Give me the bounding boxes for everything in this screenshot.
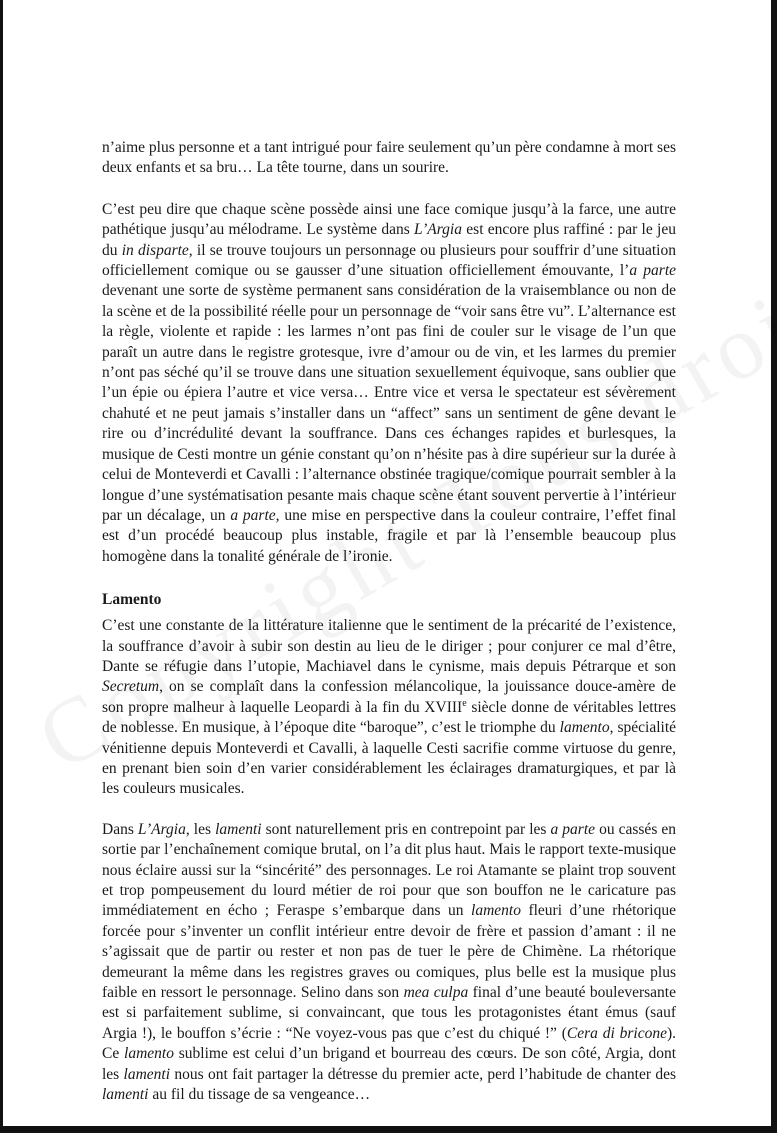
italic-run: mea culpa bbox=[403, 984, 469, 1002]
text-run: il se trouve toujours un personnage ou plusieurs pour souffrir d’une situation officiellement comique ou se gausser d’une situation officiellement émouvante, l’ bbox=[102, 241, 676, 280]
paragraph-intro: n’aime plus personne et a tant intrigué pour faire seulement qu’un père condamne à mort ses deux enfants et sa bru… La tête tourne, dans un sourire. bbox=[102, 139, 676, 177]
scan-edge-right bbox=[771, 0, 777, 1133]
text-run: , spécialité vénitienne depuis Monteverdi et Cavalli, à laquelle Cesti sacrifie comme virtuose du genre, en prenant bien soin d’en varier considérablement les éclairages dramaturgiques, et par là les couleurs musicales. bbox=[102, 719, 677, 798]
superscript: e bbox=[462, 697, 467, 709]
scan-edge-left bbox=[0, 0, 3, 1133]
italic-run: L’Argia bbox=[414, 221, 462, 239]
italic-run: a parte bbox=[629, 262, 677, 280]
paragraph-comic-pathetic bbox=[102, 200, 676, 567]
text-run: , les bbox=[185, 820, 216, 838]
italic-run: lamenti bbox=[102, 1086, 149, 1104]
italic-run: lamento bbox=[124, 1045, 174, 1063]
text-run: une mise en perspective dans la couleur contraire, l’effet final est d’un procédé beaucoup plus instable, fragile et par là l’ensemble beaucoup plus homogène dans la tonalité générale de l’ironie. bbox=[102, 506, 676, 565]
paragraph-lamento-tradition bbox=[102, 616, 676, 800]
text-run: siècle donne de véritables lettres de noblesse. En musique, à l’époque dite “baroque”, c’est le triomphe du bbox=[102, 698, 676, 737]
text-run: , on se complaît dans la confession mélancolique, la jouissance douce-amère de son propre malheur à laquelle Leopardi à la fin du XVIII bbox=[102, 678, 676, 716]
text-run: ). Ce bbox=[102, 1024, 676, 1063]
italic-run: lamento bbox=[559, 719, 610, 737]
page-body bbox=[102, 138, 676, 1105]
text-run: sublime est celui d’un brigand et bourreau des cœurs. De son côté, Argia, dont les bbox=[102, 1045, 676, 1083]
text-run: est encore plus raffiné : par le jeu du bbox=[102, 221, 676, 259]
text-run: nous ont fait partager la détresse du premier acte, perd l’habitude de chanter des bbox=[170, 1065, 676, 1083]
text-run: devenant une sorte de système permanent sans considération de la vraisemblance ou non de la scène et de la possibilité réelle pour un personnage de “voir sans être vu”. L’alternance est la règle, violente et rapide : les larmes n’ont pas fini de couler sur le visage de l’un que paraît un autre dans le registre grotesque, ivre d’amour ou de vin, et les larmes du premier n’ont pas séché qu’il se trouve dans une situation sexuellement équivoque, sans oublier que l’un épie ou épiera l’autre et vice versa… Entre vice et versa le spectateur est sévèrement chahuté et ne peut jamais s’installer dans un “affect” sans un sentiment de gêne devant le rire ou d’incrédulité devant la souffrance. Dans ces échanges rapides et burlesques, la musique de Cesti montre un génie constant qu’on n’hésite pas à dire supérieur sur la durée à celui de Monteverdi et Cavalli : l’alternance obstinée tragique/comique pourrait sembler à la longue d’une systématisation pesante mais chaque scène étant souvent pervertie à l’intérieur par un décalage, un bbox=[102, 282, 676, 524]
section-heading-lamento: Lamento bbox=[102, 591, 162, 609]
italic-run: L’Argia bbox=[137, 820, 186, 838]
italic-run: Secretum bbox=[102, 678, 160, 696]
scan-edge-bottom bbox=[0, 1126, 777, 1133]
italic-run: a parte bbox=[550, 820, 596, 838]
italic-run: Cera di bricone bbox=[566, 1024, 667, 1042]
text-run: Dans bbox=[102, 820, 138, 838]
italic-run: lamento bbox=[471, 902, 521, 920]
text-run: sont naturellement pris en contrepoint par les bbox=[261, 820, 551, 838]
text-run: C’est peu dire que chaque scène possède ainsi une face comique jusqu’à la farce, une autre pathétique jusqu’au mélodrame. Le système dans bbox=[102, 200, 676, 239]
paragraph-argia-lamenti bbox=[102, 820, 676, 1106]
italic-run: lamenti bbox=[215, 820, 262, 838]
italic-run: a parte, bbox=[230, 506, 280, 524]
text-run: au fil du tissage de sa vengeance… bbox=[148, 1086, 371, 1104]
text-run: fleuri d’une rhétorique forcée pour s’inventer un conflit intérieur entre devoir de frère et passion d’amant : il ne s’agissait que de partir ou rester et non pas de tuer le père de Chimène. La rhétorique demeurant la même dans les registres graves ou comiques, plus belle est la musique plus faible en ressort le personnage. Selino dans son bbox=[102, 902, 676, 1002]
text-run: C’est une constante de la littérature italienne que le sentiment de la précarité de l’existence, la souffrance d’avoir à subir son destin au lieu de le diriger ; pour conjurer ce mal d’être, Dante se réfugie dans l’utopie, Machiavel dans le cynisme, mais depuis Pétrarque et son bbox=[102, 617, 676, 675]
italic-run: in disparte, bbox=[121, 241, 193, 259]
italic-run: lamenti bbox=[123, 1065, 171, 1083]
text-run: ou cassés en sortie par l’enchaînement comique brutal, on l’a dit plus haut. Mais le rapport texte-musique nous éclaire aussi sur la “sincérité” des personnages. Le roi Atamante se plaint trop souvent et trop pompeusement du lourd métier de roi pour que son bouffon ne le caricature pas immédiatement en écho ; Feraspe s’embarque dans un bbox=[102, 820, 677, 920]
text-run: final d’une beauté bouleversante est si parfaitement sublime, si convaincant, que tous les protagonistes étant émus (sauf Argia !), le bouffon s’écrie : “Ne voyez-vous pas que c’est du chiqué !” ( bbox=[102, 984, 676, 1042]
